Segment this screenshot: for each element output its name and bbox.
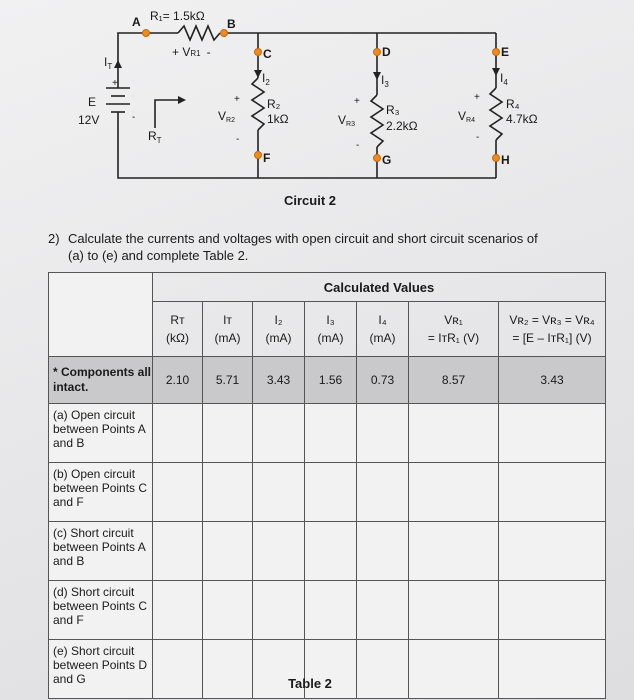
vr3-minus: - [356, 140, 360, 151]
i3-arrowhead [373, 72, 381, 80]
rt-label: $R_T$ [148, 129, 162, 145]
answer-cell[interactable] [203, 640, 253, 699]
column-header-unit: = [E – IᴛR₁] (V) [512, 331, 592, 345]
answer-cell[interactable] [357, 463, 409, 522]
column-header-unit: (mA) [369, 331, 396, 345]
r3-name: R₃ [386, 103, 400, 117]
answer-cell[interactable] [357, 404, 409, 463]
table-row-intact [49, 357, 606, 404]
i2-arrowhead [254, 70, 262, 78]
table-row [49, 522, 606, 581]
node-d-label: D [382, 45, 391, 59]
battery-minus: - [132, 112, 136, 123]
answer-cell[interactable] [305, 581, 357, 640]
intact-value-3: 1.56 [305, 357, 357, 404]
resistor-r4-symbol [490, 88, 502, 140]
scenario-label: (d) Short circuit between Points C and F [49, 581, 153, 640]
source-value: 12V [78, 113, 100, 127]
column-header-symbol: Vʀ₂ = Vʀ₃ = Vʀ₄ [509, 313, 595, 327]
answer-cell[interactable] [409, 640, 499, 699]
answer-cell[interactable] [409, 522, 499, 581]
results-table [48, 272, 606, 699]
scenario-label: (b) Open circuit between Points C and F [49, 463, 153, 522]
i3-label: $I_3$ [381, 73, 389, 89]
intact-value-0: 2.10 [153, 357, 203, 404]
node-g-dot [374, 155, 381, 162]
table-corner-cell [49, 273, 153, 357]
r2-name: R₂ [267, 97, 281, 111]
answer-cell[interactable] [499, 404, 606, 463]
it-arrowhead [114, 60, 122, 68]
column-header-unit: (mA) [265, 331, 292, 345]
node-h-dot [493, 155, 500, 162]
vr1-label: + VR1 - [172, 45, 211, 59]
answer-cell[interactable] [409, 404, 499, 463]
answer-cell[interactable] [305, 522, 357, 581]
rt-arrow [155, 100, 178, 128]
node-f-label: F [263, 151, 271, 165]
column-header-symbol: Iᴛ [223, 313, 232, 327]
column-header-unit: (kΩ) [166, 331, 189, 345]
answer-cell[interactable] [357, 522, 409, 581]
table-caption: Table 2 [288, 676, 332, 691]
answer-cell[interactable] [253, 404, 305, 463]
r3-value: 2.2kΩ [386, 119, 418, 133]
node-g-label: G [382, 153, 392, 167]
node-d-dot [374, 49, 381, 56]
table-row [49, 581, 606, 640]
r4-name: R₄ [506, 97, 520, 111]
answer-cell[interactable] [153, 640, 203, 699]
vr2-plus: + [234, 94, 240, 105]
calculated-values-header: Calculated Values [153, 273, 606, 302]
column-header-symbol: I₂ [274, 313, 283, 327]
column-header-0 [153, 302, 203, 357]
scenario-label: (a) Open circuit between Points A and B [49, 404, 153, 463]
column-header-1 [203, 302, 253, 357]
question-line-2: (a) to (e) and complete Table 2. [68, 248, 249, 263]
vr2-minus: - [236, 134, 240, 145]
intact-value-6: 3.43 [499, 357, 606, 404]
node-h-label: H [501, 153, 510, 167]
column-header-6 [499, 302, 606, 357]
node-c-label: C [263, 47, 272, 61]
resistor-r3-symbol [371, 95, 383, 147]
answer-cell[interactable] [253, 463, 305, 522]
i4-label: $I_4$ [500, 71, 508, 87]
answer-cell[interactable] [153, 404, 203, 463]
node-c-dot [255, 49, 262, 56]
vr4-minus: - [476, 132, 480, 143]
vr2-label: VR2 [218, 109, 235, 124]
source-name: E [88, 95, 97, 109]
answer-cell[interactable] [409, 463, 499, 522]
question-number: 2) [48, 231, 60, 246]
intact-value-5: 8.57 [409, 357, 499, 404]
r1-label: R₁= 1.5kΩ [150, 9, 205, 23]
intact-value-1: 5.71 [203, 357, 253, 404]
table-row [49, 404, 606, 463]
scenario-label: (c) Short circuit between Points A and B [49, 522, 153, 581]
answer-cell[interactable] [357, 640, 409, 699]
answer-cell[interactable] [357, 581, 409, 640]
vr3-label: VR3 [338, 113, 355, 128]
vr3-plus: + [354, 96, 360, 107]
node-f-dot [255, 152, 262, 159]
answer-cell[interactable] [499, 640, 606, 699]
node-b-label: B [227, 17, 236, 31]
resistor-r2-symbol [252, 78, 264, 130]
node-e-dot [493, 49, 500, 56]
resistor-r1-symbol [178, 26, 220, 40]
i4-arrowhead [492, 68, 500, 76]
r4-value: 4.7kΩ [506, 112, 538, 126]
column-header-symbol: I₃ [326, 313, 335, 327]
column-header-symbol: Vʀ₁ [444, 313, 463, 327]
answer-cell[interactable] [499, 463, 606, 522]
answer-cell[interactable] [253, 581, 305, 640]
answer-cell[interactable] [153, 463, 203, 522]
wire-left-top [118, 33, 178, 88]
column-header-unit: (mA) [317, 331, 344, 345]
column-header-2 [253, 302, 305, 357]
table-row [49, 463, 606, 522]
intact-value-2: 3.43 [253, 357, 305, 404]
wire-bottom [118, 122, 496, 178]
question-line-1: Calculate the currents and voltages with open circuit and short circuit scenarios of [68, 231, 538, 246]
answer-cell[interactable] [153, 581, 203, 640]
answer-cell[interactable] [305, 404, 357, 463]
scenario-rows [49, 404, 606, 699]
answer-cell[interactable] [409, 581, 499, 640]
i2-label: $I_2$ [262, 71, 270, 87]
it-label: $I_T$ [104, 55, 113, 71]
column-header-4 [357, 302, 409, 357]
circuit-diagram [0, 0, 634, 200]
answer-cell[interactable] [203, 522, 253, 581]
answer-cell[interactable] [153, 522, 203, 581]
column-header-unit: (mA) [214, 331, 241, 345]
circuit-caption: Circuit 2 [283, 193, 336, 208]
column-header-symbol: I₄ [378, 313, 387, 327]
battery-plus: + [112, 78, 118, 89]
node-e-label: E [501, 45, 510, 59]
node-a-dot [143, 30, 150, 37]
answer-cell[interactable] [203, 581, 253, 640]
question-text [48, 230, 608, 264]
r2-value: 1kΩ [267, 112, 289, 126]
answer-cell[interactable] [203, 404, 253, 463]
vr4-plus: + [474, 92, 480, 103]
answer-cell[interactable] [305, 463, 357, 522]
rt-arrowhead [178, 96, 186, 104]
scenario-label: (e) Short circuit between Points D and G [49, 640, 153, 699]
column-header-unit: = IᴛR₁ (V) [427, 331, 480, 345]
column-header-symbol: Rᴛ [170, 313, 185, 327]
answer-cell[interactable] [253, 522, 305, 581]
column-header-3 [305, 302, 357, 357]
column-header-5 [409, 302, 499, 357]
answer-cell[interactable] [499, 581, 606, 640]
intact-value-4: 0.73 [357, 357, 409, 404]
answer-cell[interactable] [499, 522, 606, 581]
answer-cell[interactable] [203, 463, 253, 522]
vr4-label: VR4 [458, 109, 475, 124]
node-a-label: A [132, 15, 141, 29]
intact-row-label: * Components all intact. [49, 357, 153, 404]
